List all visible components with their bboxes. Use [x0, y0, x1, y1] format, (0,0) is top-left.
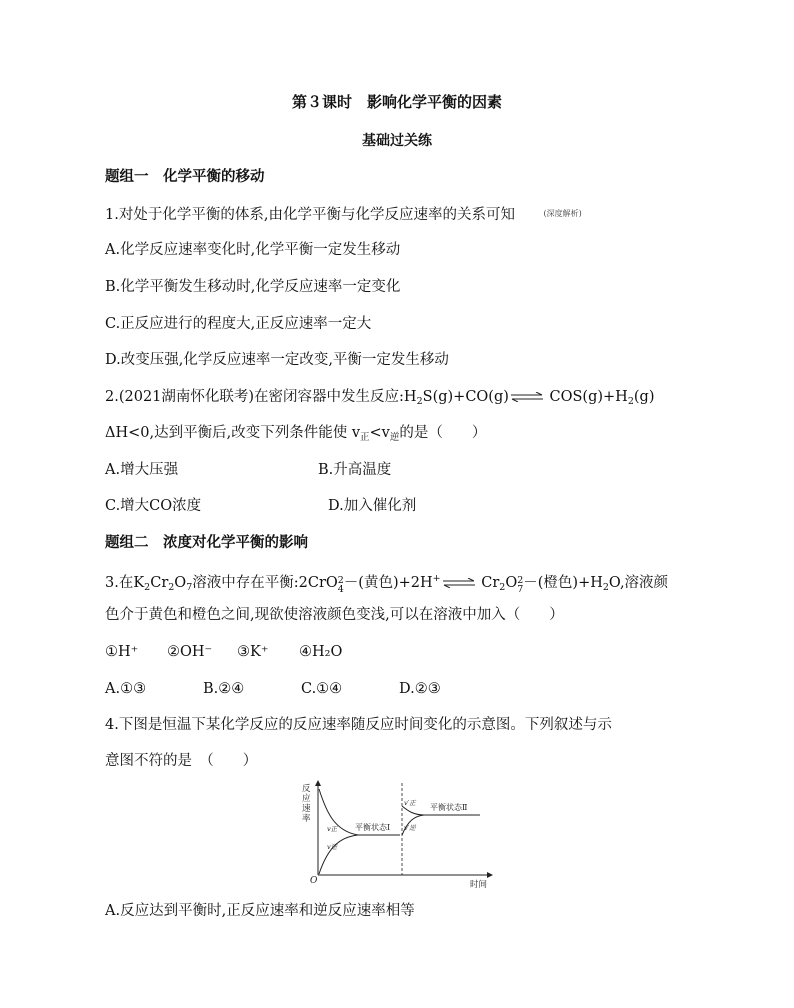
q3-t: Cr	[150, 575, 169, 591]
q3-item-3: ③K⁺	[237, 644, 269, 660]
q4-stem-line1: 4.下图是恒温下某化学反应的反应速率随反应时间变化的示意图。下列叙述与示	[105, 717, 612, 733]
q2-stem-line2	[105, 424, 486, 447]
q3-t: O	[505, 575, 518, 591]
q3-stem-line1	[105, 570, 668, 597]
q2-sub: 正	[360, 432, 370, 443]
q3-t: O,溶液颜	[608, 575, 669, 591]
q2-text-c: COS(g)+H	[544, 389, 628, 405]
q3-stem-line2: 色介于黄色和橙色之间,现欲使溶液颜色变浅,可以在溶液中加入（ ）	[105, 607, 564, 623]
q3-t: O	[174, 575, 187, 591]
q3-sub: 7	[186, 582, 193, 593]
q2-sub: 逆	[389, 432, 400, 443]
q2-text-d: (g)	[633, 389, 655, 405]
label-v-forward: v正	[327, 825, 338, 833]
y-axis-label-char: 应	[302, 794, 311, 804]
equilibrium-arrow-icon	[509, 392, 545, 402]
group2-heading: 题组二 浓度对化学平衡的影响	[105, 534, 308, 551]
q3-sub: 2	[602, 582, 609, 593]
q2-option-a: A.增大压强	[105, 462, 179, 478]
q3-t: －(橙色)+H	[523, 575, 603, 591]
origin-label: O	[310, 876, 318, 886]
v-reverse-curve	[319, 835, 358, 874]
equilibrium-arrow-icon	[441, 578, 477, 588]
label-v-reverse: v逆	[327, 843, 338, 851]
q2-sub: 2	[627, 396, 634, 407]
q3-option-b: B.②④	[203, 681, 245, 697]
q1-stem-text: 1.对处于化学平衡的体系,由化学平衡与化学反应速率的关系可知	[105, 207, 530, 223]
lesson-title: 第３课时 影响化学平衡的因素	[291, 93, 502, 111]
q2-options-row2	[105, 497, 416, 515]
q3-sup: +	[432, 573, 441, 584]
q2-text-b: S(g)+CO(g)	[422, 389, 509, 405]
q3-option-a: A.①③	[105, 681, 147, 697]
q3-sub: 4	[337, 584, 344, 595]
q4-option-a: A.反应达到平衡时,正反应速率和逆反应速率相等	[105, 903, 415, 919]
q1-option-c: C.正反应进行的程度大,正反应速率一定大	[105, 316, 372, 332]
q1-tag[interactable]: (深度解析)	[543, 209, 582, 218]
q2-option-d: D.加入催化剂	[328, 498, 417, 514]
q3-options	[105, 680, 441, 698]
q3-t: 3.在K	[105, 575, 145, 591]
q2-text-a: 2.(2021湖南怀化联考)在密闭容器中发生反应:H	[105, 389, 417, 405]
q2-cond-b: <v	[369, 425, 390, 441]
q3-t: 溶液中存在平衡:2CrO	[192, 575, 338, 591]
q1-stem	[105, 205, 582, 224]
y-axis-label-char: 速	[302, 804, 311, 814]
q3-sup: 2	[517, 575, 524, 586]
label-v-reverse-prime: v′逆	[404, 824, 416, 832]
q3-sub: 2	[144, 582, 151, 593]
rate-time-diagram	[300, 775, 500, 890]
y-axis-label-char: 率	[302, 814, 311, 824]
y-axis-label	[302, 783, 311, 824]
q2-cond-a: ΔH<0,达到平衡后,改变下列条件能使 v	[105, 425, 361, 441]
q3-option-d: D.②③	[399, 681, 441, 697]
q3-t: Cr	[476, 575, 500, 591]
group1-heading: 题组一 化学平衡的移动	[105, 168, 265, 185]
q2-cond-c: 的是（ ）	[399, 425, 487, 441]
q4-stem-line2: 意图不符的是 （ ）	[105, 753, 258, 769]
label-state-1: 平衡状态Ⅰ	[355, 823, 391, 832]
q3-items	[105, 643, 342, 661]
q2-option-b: B.升高温度	[318, 462, 392, 478]
y-axis-label-char: 反	[302, 784, 311, 794]
q3-item-1: ①H⁺	[105, 644, 139, 660]
q3-option-c: C.①④	[301, 681, 343, 697]
q2-sub: 2	[416, 396, 423, 407]
q3-sub: 2	[168, 582, 175, 593]
q3-item-2: ②OH⁻	[167, 644, 213, 660]
q1-option-a: A.化学反应速率变化时,化学平衡一定发生移动	[105, 242, 401, 258]
q3-sub: 2	[499, 582, 506, 593]
q3-item-4: ④H₂O	[299, 644, 343, 660]
label-state-2: 平衡状态Ⅱ	[430, 803, 468, 812]
label-v-forward-prime: v′正	[404, 799, 416, 807]
q3-t: －(黄色)+2H	[343, 575, 433, 591]
q3-sup: 2	[337, 575, 344, 586]
lesson-subtitle: 基础过关练	[362, 133, 432, 149]
q2-option-c: C.增大CO浓度	[105, 498, 202, 514]
q2-options-row1	[105, 461, 391, 479]
q2-stem-line1	[105, 388, 654, 411]
x-axis-label: 时间	[470, 880, 488, 890]
q1-option-b: B.化学平衡发生移动时,化学反应速率一定变化	[105, 279, 401, 295]
q3-sub: 7	[517, 584, 524, 595]
q1-option-d: D.改变压强,化学反应速率一定改变,平衡一定发生移动	[105, 352, 449, 368]
